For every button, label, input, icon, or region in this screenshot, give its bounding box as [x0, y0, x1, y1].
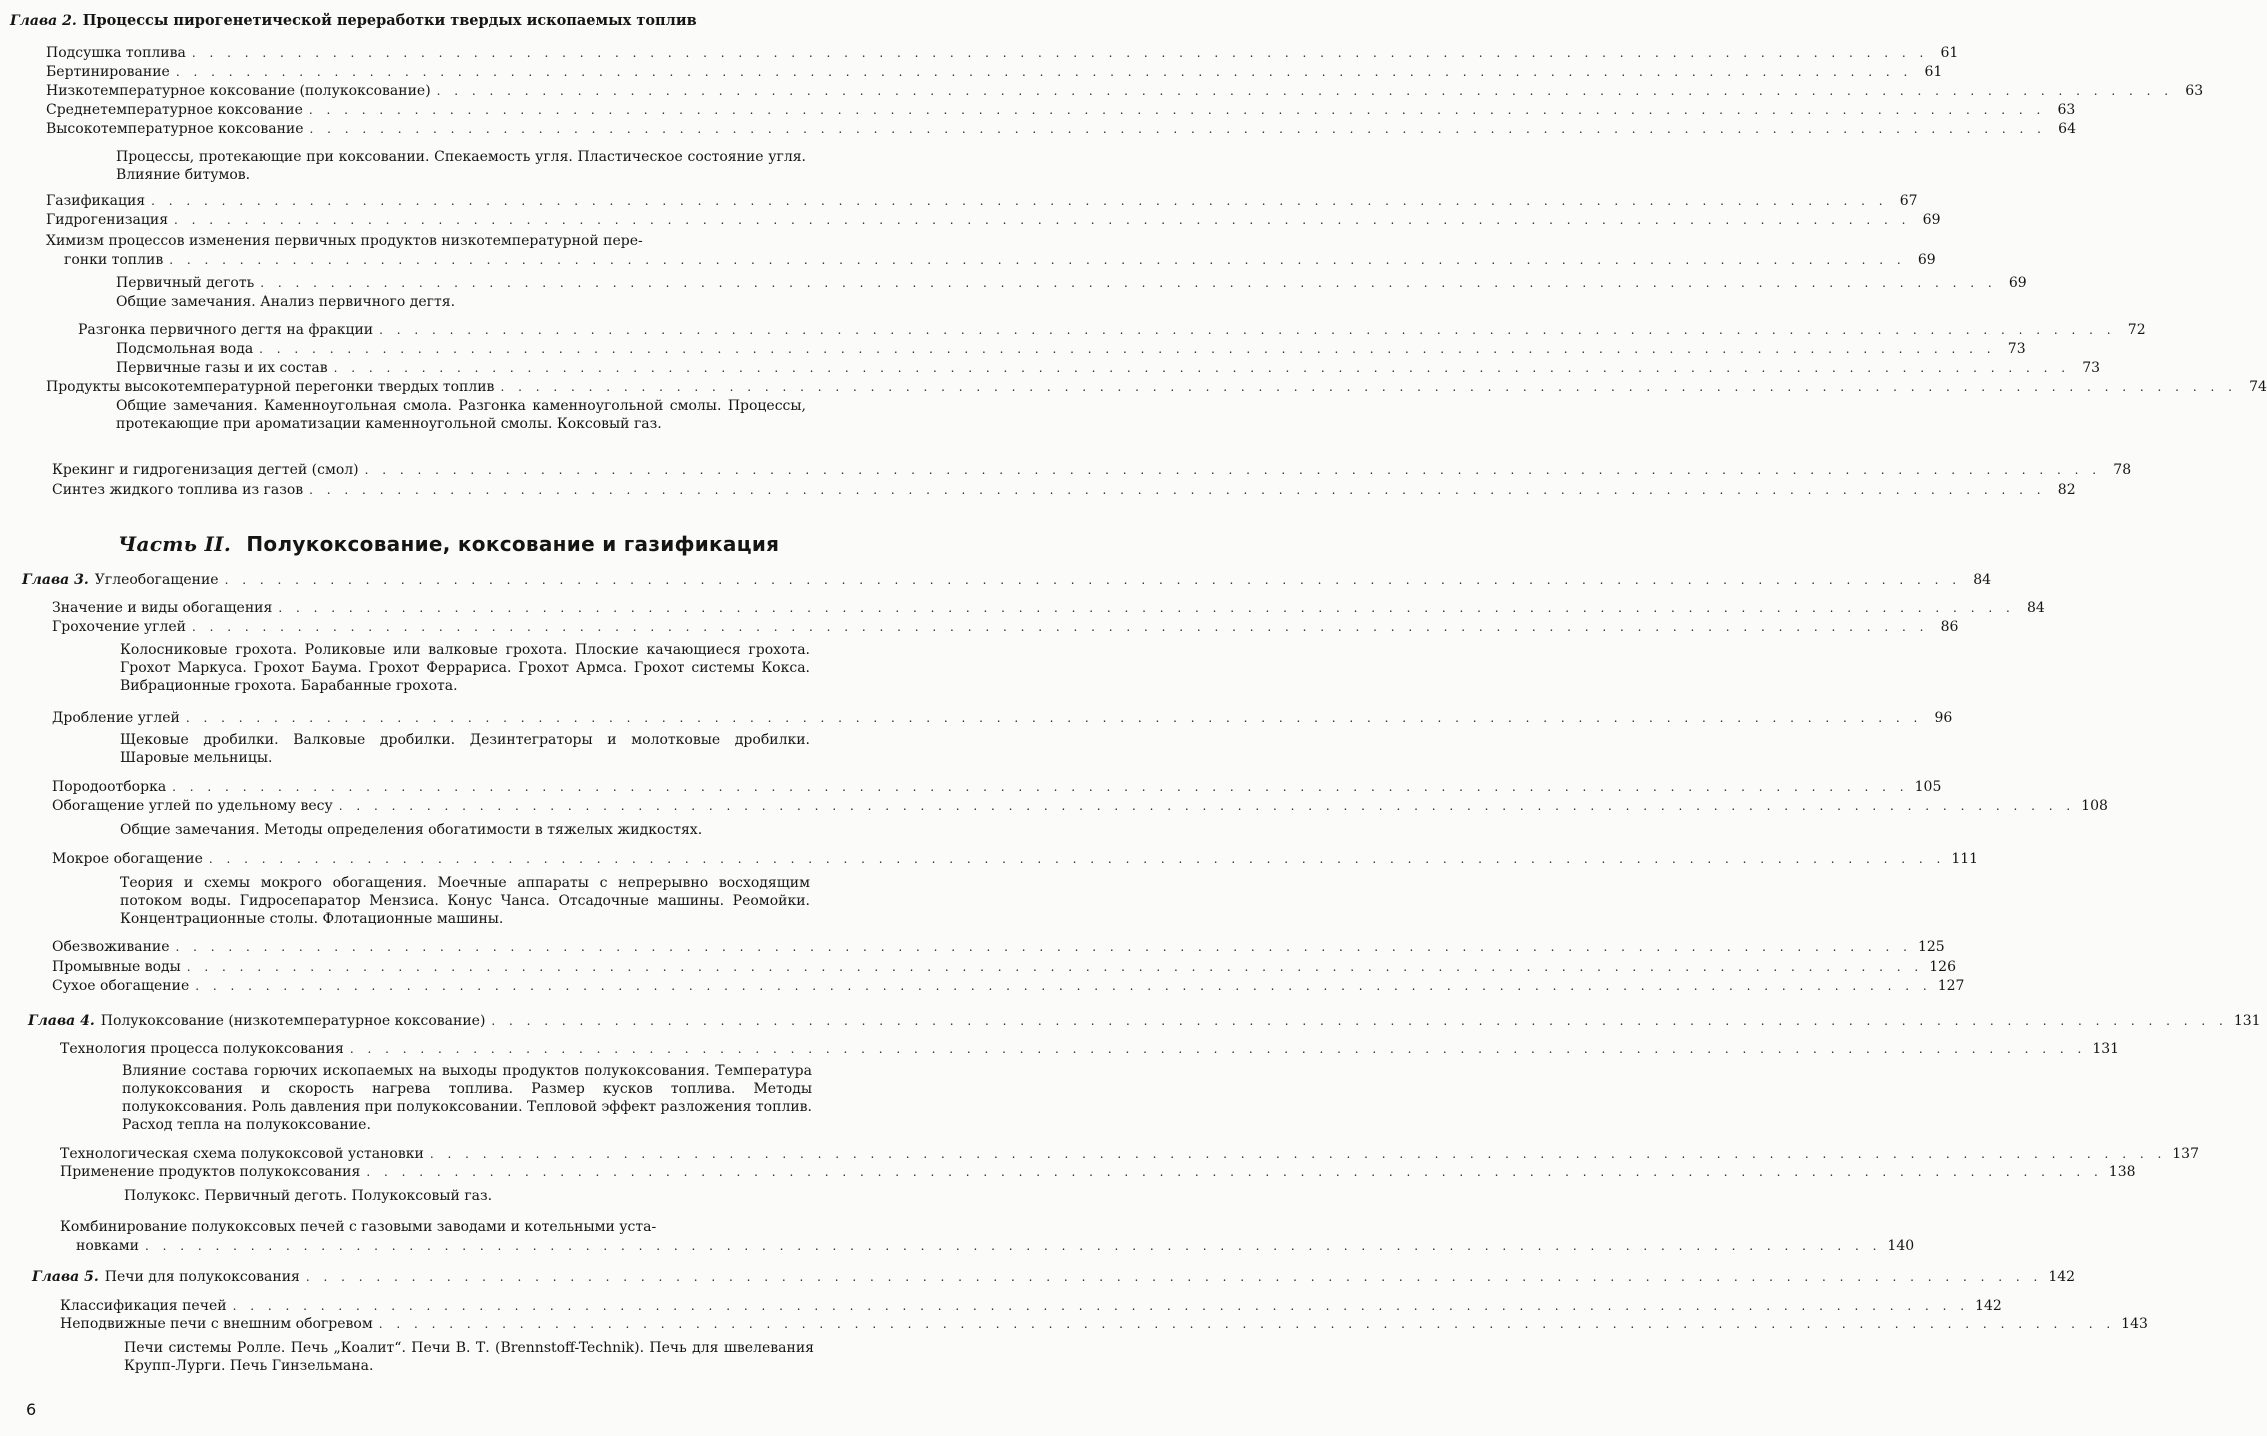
entry-label: Газификация [46, 193, 146, 209]
toc-entry[interactable] [46, 378, 2267, 396]
leader-dots: . . . . . . . . . . . . . . . . . . . . . . . . . . . . . . . . . . . . . . . . . . . . . . . . . . . . . . . . . . . . . . . . . . . . . . . . . . . . . . . . . . . . . . . . . . . . . . . . . . . [349, 1042, 2087, 1056]
leader-dots: . . . . . . . . . . . . . . . . . . . . . . . . . . . . . . . . . . . . . . . . . . . . . . . . . . . . . . . . . . . . . . . . . . . . . . . . . . . . . . . . . . . . . . . . . . . . . . . . . . . [186, 960, 1924, 974]
leader-dots: . . . . . . . . . . . . . . . . . . . . . . . . . . . . . . . . . . . . . . . . . . . . . . . . . . . . . . . . . . . . . . . . . . . . . . . . . . . . . . . . . . . . . . . . . . . . . . . . . . . [151, 194, 1888, 208]
toc-entry[interactable] [52, 481, 2076, 499]
entry-label-line[interactable]: Химизм процессов изменения первичных продуктов низкотемпературной пере- [46, 233, 643, 249]
entry-label: Подсмольная вода [116, 341, 254, 357]
toc-entry[interactable] [52, 850, 1979, 868]
leader-dots: . . . . . . . . . . . . . . . . . . . . . . . . . . . . . . . . . . . . . . . . . . . . . . . . . . . . . . . . . . . . . . . . . . . . . . . . . . . . . . . . . . . . . . . . . . . . . . . . . . . [259, 342, 1996, 356]
chapter-3-heading[interactable] [22, 571, 1992, 589]
toc-entry[interactable] [52, 599, 2045, 617]
entry-label: Продукты высокотемпературной перегонки твердых топлив [46, 379, 495, 395]
entry-page: 138 [2108, 1164, 2136, 1180]
entry-label: Дробление углей [52, 710, 180, 726]
entry-page: 127 [1937, 978, 1965, 994]
toc-entry[interactable] [46, 44, 1959, 62]
entry-page: 137 [2172, 1146, 2199, 1162]
entry-label-line[interactable]: Комбинирование полукоксовых печей с газовыми заводами и котельными уста- [60, 1219, 657, 1235]
entry-page: 63 [2185, 83, 2204, 99]
section-description: Теория и схемы мокрого обогащения. Моечные аппараты с непрерывно восходящим потоком воды. Гидросепаратор Мензиса. Конус Чанса. Отсадочные машины. Реомойки. Концентрационные столы. Флотационные машины. [120, 875, 810, 927]
entry-label: Применение продуктов полукоксования [60, 1164, 361, 1180]
page-number: 6 [26, 1400, 37, 1419]
entry-label: Бертинирование [46, 64, 170, 80]
leader-dots: . . . . . . . . . . . . . . . . . . . . . . . . . . . . . . . . . . . . . . . . . . . . . . . . . . . . . . . . . . . . . . . . . . . . . . . . . . . . . . . . . . . . . . . . . . . . . . . . . . . [364, 463, 2102, 477]
entry-page: 126 [1929, 959, 1956, 975]
entry-label: новками [76, 1238, 139, 1254]
entry-page: 84 [1973, 572, 1992, 588]
entry-page: 105 [1914, 779, 1942, 795]
entry-page: 69 [1922, 212, 1941, 228]
leader-dots: . . . . . . . . . . . . . . . . . . . . . . . . . . . . . . . . . . . . . . . . . . . . . . . . . . . . . . . . . . . . . . . . . . . . . . . . . . . . . . . . . . . . . . . . . . . . . . . . . . . [195, 979, 1932, 993]
entry-page: 61 [1940, 45, 1959, 61]
toc-entry[interactable] [52, 461, 2132, 479]
entry-page: 125 [1917, 939, 1945, 955]
leader-dots: . . . . . . . . . . . . . . . . . . . . . . . . . . . . . . . . . . . . . . . . . . . . . . . . . . . . . . . . . . . . . . . . . . . . . . . . . . . . . . . . . . . . . . . . . . . . . . . . . . . [224, 573, 1962, 587]
leader-dots: . . . . . . . . . . . . . . . . . . . . . . . . . . . . . . . . . . . . . . . . . . . . . . . . . . . . . . . . . . . . . . . . . . . . . . . . . . . . . . . . . . . . . . . . . . . . . . . . . . . [491, 1014, 2228, 1028]
entry-label: Среднетемпературное коксование [46, 102, 303, 118]
part-heading [118, 532, 779, 556]
toc-entry[interactable] [60, 1145, 2199, 1163]
toc-entry[interactable] [116, 340, 2026, 358]
entry-page: 63 [2057, 102, 2076, 118]
entry-page: 131 [2233, 1013, 2261, 1029]
chapter-title: Процессы пирогенетической переработки твердых ископаемых топлив [82, 12, 697, 29]
entry-label: Крекинг и гидрогенизация дегтей (смол) [52, 462, 359, 478]
toc-entry[interactable] [52, 709, 1953, 727]
leader-dots: . . . . . . . . . . . . . . . . . . . . . . . . . . . . . . . . . . . . . . . . . . . . . . . . . . . . . . . . . . . . . . . . . . . . . . . . . . . . . . . . . . . . . . . . . . . . . . . . . . . [169, 253, 1906, 267]
leader-dots: . . . . . . . . . . . . . . . . . . . . . . . . . . . . . . . . . . . . . . . . . . . . . . . . . . . . . . . . . . . . . . . . . . . . . . . . . . . . . . . . . . . . . . . . . . . . . . . . . . . [191, 46, 1929, 60]
section-description: Печи системы Ролле. Печь „Коалит“. Печи В. Т. (Brennstoff-Technik). Печь для швелевания Крупп-Лурги. Печь Гинзельмана. [124, 1340, 814, 1374]
chapter-number: Глава 4. [28, 1013, 95, 1029]
entry-label: Грохочение углей [52, 619, 187, 635]
entry-page: 108 [2081, 798, 2108, 814]
leader-dots: . . . . . . . . . . . . . . . . . . . . . . . . . . . . . . . . . . . . . . . . . . . . . . . . . . . . . . . . . . . . . . . . . . . . . . . . . . . . . . . . . . . . . . . . . . . . . . . . . . . [429, 1147, 2167, 1161]
entry-label: Разгонка первичного дегтя на фракции [78, 322, 374, 338]
leader-dots: . . . . . . . . . . . . . . . . . . . . . . . . . . . . . . . . . . . . . . . . . . . . . . . . . . . . . . . . . . . . . . . . . . . . . . . . . . . . . . . . . . . . . . . . . . . . . . . . . . . [232, 1299, 1970, 1313]
toc-entry[interactable] [46, 82, 2204, 100]
leader-dots: . . . . . . . . . . . . . . . . . . . . . . . . . . . . . . . . . . . . . . . . . . . . . . . . . . . . . . . . . . . . . . . . . . . . . . . . . . . . . . . . . . . . . . . . . . . . . . . . . . . [278, 601, 2015, 615]
entry-label: Первичный деготь [116, 275, 255, 291]
entry-page: 142 [1975, 1298, 2002, 1314]
entry-label: Классификация печей [60, 1298, 227, 1314]
entry-label: Мокрое обогащение [52, 851, 203, 867]
section-description: Общие замечания. Каменноугольная смола. Разгонка каменноугольной смолы. Процессы, протекающие при ароматизации каменноугольной смолы. Коксовый газ. [116, 398, 806, 432]
leader-dots: . . . . . . . . . . . . . . . . . . . . . . . . . . . . . . . . . . . . . . . . . . . . . . . . . . . . . . . . . . . . . . . . . . . . . . . . . . . . . . . . . . . . . . . . . . . . . . . . . . . [260, 276, 1997, 290]
toc-entry[interactable] [46, 101, 2076, 119]
leader-dots: . . . . . . . . . . . . . . . . . . . . . . . . . . . . . . . . . . . . . . . . . . . . . . . . . . . . . . . . . . . . . . . . . . . . . . . . . . . . . . . . . . . . . . . . . . . . . . . . . . . [333, 361, 2071, 375]
entry-label: Обезвоживание [52, 939, 170, 955]
entry-page: 111 [1951, 851, 1979, 867]
entry-label: Первичные газы и их состав [116, 360, 328, 376]
entry-page: 73 [2082, 360, 2101, 376]
entry-page: 74 [2249, 379, 2267, 395]
toc-entry[interactable] [46, 120, 2076, 138]
leader-dots: . . . . . . . . . . . . . . . . . . . . . . . . . . . . . . . . . . . . . . . . . . . . . . . . . . . . . . . . . . . . . . . . . . . . . . . . . . . . . . . . . . . . . . . . . . . . . . . . . . . [500, 380, 2237, 394]
leader-dots: . . . . . . . . . . . . . . . . . . . . . . . . . . . . . . . . . . . . . . . . . . . . . . . . . . . . . . . . . . . . . . . . . . . . . . . . . . . . . . . . . . . . . . . . . . . . . . . . . . . [308, 103, 2046, 117]
section-description: Влияние состава горючих ископаемых на выходы продуктов полукоксования. Температура полукоксования и скорость нагрева топлива. Размер кусков топлива. Методы полукоксования. Роль давления при полукоксовании. Тепловой эффект разложения топлив. Расход тепла на полукоксование. [122, 1063, 812, 1133]
section-description: Колосниковые грохота. Роликовые или валковые грохота. Плоские качающиеся грохота. Грохот Маркуса. Грохот Баума. Грохот Феррариса. Грохот Армса. Грохот системы Кокса. Вибрационные грохота. Барабанные грохота. [120, 642, 810, 694]
chapter-title: Полукоксование (низкотемпературное коксование) [100, 1013, 486, 1029]
leader-dots: . . . . . . . . . . . . . . . . . . . . . . . . . . . . . . . . . . . . . . . . . . . . . . . . . . . . . . . . . . . . . . . . . . . . . . . . . . . . . . . . . . . . . . . . . . . . . . . . . . . [309, 483, 2046, 497]
leader-dots: . . . . . . . . . . . . . . . . . . . . . . . . . . . . . . . . . . . . . . . . . . . . . . . . . . . . . . . . . . . . . . . . . . . . . . . . . . . . . . . . . . . . . . . . . . . . . . . . . . . [144, 1239, 1882, 1253]
toc-entry[interactable] [52, 938, 1945, 956]
toc-entry[interactable] [116, 359, 2101, 377]
leader-dots: . . . . . . . . . . . . . . . . . . . . . . . . . . . . . . . . . . . . . . . . . . . . . . . . . . . . . . . . . . . . . . . . . . . . . . . . . . . . . . . . . . . . . . . . . . . . . . . . . . . [338, 799, 2076, 813]
toc-entry[interactable] [46, 63, 1943, 81]
leader-dots: . . . . . . . . . . . . . . . . . . . . . . . . . . . . . . . . . . . . . . . . . . . . . . . . . . . . . . . . . . . . . . . . . . . . . . . . . . . . . . . . . . . . . . . . . . . . . . . . . . . [208, 852, 1946, 866]
section-description: Общие замечания. Методы определения обогатимости в тяжелых жидкостях. [120, 822, 703, 838]
entry-label: Породоотборка [52, 779, 167, 795]
toc-entry[interactable] [116, 274, 2027, 292]
part-number: Часть II. [118, 532, 232, 556]
toc-entry[interactable] [78, 321, 2146, 339]
toc-entry[interactable] [52, 958, 1956, 976]
entry-label: Высокотемпературное коксование [46, 121, 304, 137]
section-description: Щековые дробилки. Валковые дробилки. Дезинтеграторы и молотковые дробилки. Шаровые мельницы. [120, 732, 810, 766]
leader-dots: . . . . . . . . . . . . . . . . . . . . . . . . . . . . . . . . . . . . . . . . . . . . . . . . . . . . . . . . . . . . . . . . . . . . . . . . . . . . . . . . . . . . . . . . . . . . . . . . . . . [379, 323, 2116, 337]
entry-page: 67 [1899, 193, 1918, 209]
entry-page: 78 [2113, 462, 2132, 478]
toc-entry[interactable] [76, 1237, 1915, 1255]
entry-page: 73 [2007, 341, 2026, 357]
leader-dots: . . . . . . . . . . . . . . . . . . . . . . . . . . . . . . . . . . . . . . . . . . . . . . . . . . . . . . . . . . . . . . . . . . . . . . . . . . . . . . . . . . . . . . . . . . . . . . . . . . . [436, 84, 2174, 98]
toc-entry[interactable] [60, 1297, 2002, 1315]
entry-page: 143 [2121, 1316, 2148, 1332]
entry-label: Гидрогенизация [46, 212, 169, 228]
chapter-title: Печи для полукоксования [104, 1269, 300, 1285]
chapter-4-heading[interactable] [28, 1012, 2261, 1030]
chapter-2-heading [10, 12, 830, 30]
entry-label: Синтез жидкого топлива из газов [52, 482, 304, 498]
entry-page: 69 [1917, 252, 1936, 268]
leader-dots: . . . . . . . . . . . . . . . . . . . . . . . . . . . . . . . . . . . . . . . . . . . . . . . . . . . . . . . . . . . . . . . . . . . . . . . . . . . . . . . . . . . . . . . . . . . . . . . . . . . [378, 1317, 2116, 1331]
chapter-number: Глава 5. [32, 1269, 99, 1285]
leader-dots: . . . . . . . . . . . . . . . . . . . . . . . . . . . . . . . . . . . . . . . . . . . . . . . . . . . . . . . . . . . . . . . . . . . . . . . . . . . . . . . . . . . . . . . . . . . . . . . . . . . [175, 940, 1912, 954]
entry-page: 96 [1934, 710, 1953, 726]
entry-label: Неподвижные печи с внешним обогревом [60, 1316, 373, 1332]
leader-dots: . . . . . . . . . . . . . . . . . . . . . . . . . . . . . . . . . . . . . . . . . . . . . . . . . . . . . . . . . . . . . . . . . . . . . . . . . . . . . . . . . . . . . . . . . . . . . . . . . . . [175, 65, 1913, 79]
section-description: Общие замечания. Анализ первичного дегтя. [116, 294, 456, 310]
entry-label: Низкотемпературное коксование (полукоксование) [46, 83, 431, 99]
entry-label: гонки топлив [64, 252, 164, 268]
leader-dots: . . . . . . . . . . . . . . . . . . . . . . . . . . . . . . . . . . . . . . . . . . . . . . . . . . . . . . . . . . . . . . . . . . . . . . . . . . . . . . . . . . . . . . . . . . . . . . . . . . . [174, 213, 1911, 227]
toc-entry[interactable] [52, 977, 1965, 995]
leader-dots: . . . . . . . . . . . . . . . . . . . . . . . . . . . . . . . . . . . . . . . . . . . . . . . . . . . . . . . . . . . . . . . . . . . . . . . . . . . . . . . . . . . . . . . . . . . . . . . . . . . [309, 122, 2046, 136]
entry-page: 142 [2048, 1269, 2076, 1285]
toc-entry[interactable] [52, 797, 2108, 815]
section-description: Полукокс. Первичный деготь. Полукоксовый газ. [124, 1188, 493, 1204]
leader-dots: . . . . . . . . . . . . . . . . . . . . . . . . . . . . . . . . . . . . . . . . . . . . . . . . . . . . . . . . . . . . . . . . . . . . . . . . . . . . . . . . . . . . . . . . . . . . . . . . . . . [185, 711, 1923, 725]
entry-page: 131 [2092, 1041, 2120, 1057]
leader-dots: . . . . . . . . . . . . . . . . . . . . . . . . . . . . . . . . . . . . . . . . . . . . . . . . . . . . . . . . . . . . . . . . . . . . . . . . . . . . . . . . . . . . . . . . . . . . . . . . . . . [172, 780, 1909, 794]
toc-entry[interactable] [60, 1163, 2136, 1181]
entry-page: 140 [1887, 1238, 1915, 1254]
leader-dots: . . . . . . . . . . . . . . . . . . . . . . . . . . . . . . . . . . . . . . . . . . . . . . . . . . . . . . . . . . . . . . . . . . . . . . . . . . . . . . . . . . . . . . . . . . . . . . . . . . . [305, 1270, 2043, 1284]
section-description: Процессы, протекающие при коксовании. Спекаемость угля. Пластическое состояние угля. Влияние битумов. [116, 149, 806, 183]
toc-entry[interactable] [46, 211, 1941, 229]
entry-page: 69 [2008, 275, 2027, 291]
leader-dots: . . . . . . . . . . . . . . . . . . . . . . . . . . . . . . . . . . . . . . . . . . . . . . . . . . . . . . . . . . . . . . . . . . . . . . . . . . . . . . . . . . . . . . . . . . . . . . . . . . . [366, 1165, 2103, 1179]
entry-label: Значение и виды обогащения [52, 600, 273, 616]
entry-page: 86 [1940, 619, 1959, 635]
toc-entry[interactable] [60, 1040, 2120, 1058]
toc-entry[interactable] [60, 1315, 2148, 1333]
entry-label: Обогащение углей по удельному весу [52, 798, 333, 814]
toc-entry[interactable] [64, 251, 1936, 269]
entry-page: 84 [2026, 600, 2045, 616]
entry-page: 61 [1924, 64, 1943, 80]
chapter-number: Глава 3. [22, 572, 89, 588]
entry-label: Промывные воды [52, 959, 181, 975]
entry-label: Технология процесса полукоксования [60, 1041, 344, 1057]
chapter-title: Углеобогащение [94, 572, 219, 588]
entry-page: 82 [2057, 482, 2076, 498]
entry-label: Подсушка топлива [46, 45, 186, 61]
toc-entry[interactable] [52, 778, 1942, 796]
leader-dots: . . . . . . . . . . . . . . . . . . . . . . . . . . . . . . . . . . . . . . . . . . . . . . . . . . . . . . . . . . . . . . . . . . . . . . . . . . . . . . . . . . . . . . . . . . . . . . . . . . . [192, 620, 1929, 634]
toc-entry[interactable] [46, 192, 1918, 210]
part-title: Полукоксование, коксование и газификация [246, 532, 780, 556]
entry-label: Технологическая схема полукоксовой установки [60, 1146, 424, 1162]
entry-label: Сухое обогащение [52, 978, 190, 994]
entry-page: 64 [2058, 121, 2076, 137]
entry-page: 72 [2127, 322, 2146, 338]
chapter-number: Глава 2. [10, 13, 77, 29]
toc-entry[interactable] [52, 618, 1959, 636]
chapter-5-heading[interactable] [32, 1268, 2076, 1286]
